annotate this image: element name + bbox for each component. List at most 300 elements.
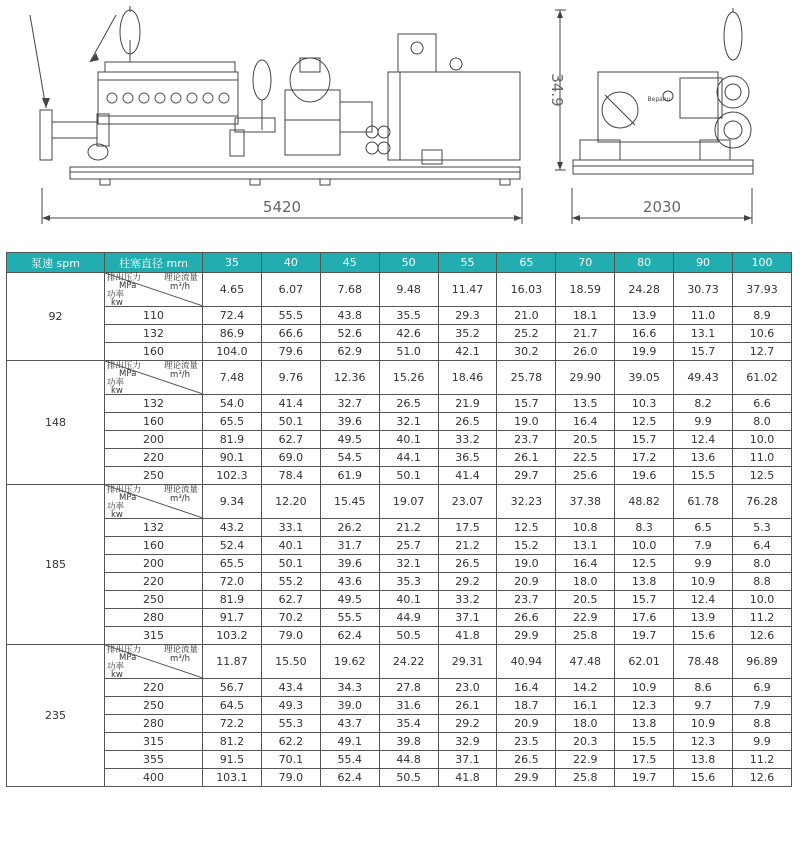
pressure-cell: 55.5 xyxy=(261,307,320,325)
power-cell: 250 xyxy=(105,591,203,609)
spm-cell: 148 xyxy=(7,361,105,485)
pressure-cell: 29.2 xyxy=(438,573,497,591)
corner-power-unit: kw xyxy=(111,670,123,680)
pressure-row xyxy=(7,769,792,787)
pressure-cell: 12.5 xyxy=(733,467,792,485)
pressure-cell: 11.0 xyxy=(674,307,733,325)
pressure-cell: 26.0 xyxy=(556,343,615,361)
power-cell: 160 xyxy=(105,343,203,361)
diameter-cell: 90 xyxy=(674,253,733,273)
pressure-cell: 13.8 xyxy=(615,573,674,591)
diameter-cell: 70 xyxy=(556,253,615,273)
pressure-cell: 8.8 xyxy=(733,573,792,591)
flow-cell: 61.02 xyxy=(733,361,792,395)
flow-cell: 7.48 xyxy=(203,361,262,395)
power-cell: 160 xyxy=(105,413,203,431)
corner-pressure: 排出压力 xyxy=(107,273,142,283)
pressure-cell: 39.8 xyxy=(379,733,438,751)
corner-power-unit: kw xyxy=(111,510,123,520)
pressure-cell: 25.8 xyxy=(556,627,615,645)
pressure-cell: 50.5 xyxy=(379,627,438,645)
spec-table xyxy=(6,252,792,787)
pressure-cell: 5.3 xyxy=(733,519,792,537)
pressure-cell: 70.1 xyxy=(261,751,320,769)
pressure-cell: 50.5 xyxy=(379,769,438,787)
pressure-cell: 20.3 xyxy=(556,733,615,751)
pressure-cell: 22.9 xyxy=(556,751,615,769)
corner-pressure-unit: MPa xyxy=(119,653,137,663)
pressure-cell: 51.0 xyxy=(379,343,438,361)
flow-cell: 61.78 xyxy=(674,485,733,519)
power-cell: 250 xyxy=(105,467,203,485)
pressure-row xyxy=(7,467,792,485)
pressure-cell: 78.4 xyxy=(261,467,320,485)
flow-cell: 11.87 xyxy=(203,645,262,679)
diameter-cell: 80 xyxy=(615,253,674,273)
power-cell: 355 xyxy=(105,751,203,769)
pressure-cell: 16.6 xyxy=(615,325,674,343)
pressure-cell: 42.1 xyxy=(438,343,497,361)
pressure-cell: 39.6 xyxy=(320,413,379,431)
pressure-cell: 10.9 xyxy=(674,715,733,733)
pressure-cell: 27.8 xyxy=(379,679,438,697)
corner-power: 功率 xyxy=(107,502,125,512)
pressure-cell: 22.9 xyxy=(556,609,615,627)
pressure-cell: 21.9 xyxy=(438,395,497,413)
pressure-row xyxy=(7,751,792,769)
pressure-cell: 62.4 xyxy=(320,769,379,787)
corner-power-unit: kw xyxy=(111,298,123,308)
pressure-cell: 54.0 xyxy=(203,395,262,413)
pressure-cell: 32.1 xyxy=(379,555,438,573)
pressure-cell: 18.7 xyxy=(497,697,556,715)
pressure-cell: 22.5 xyxy=(556,449,615,467)
pressure-cell: 52.4 xyxy=(203,537,262,555)
pressure-cell: 72.0 xyxy=(203,573,262,591)
pressure-cell: 19.7 xyxy=(615,769,674,787)
pressure-cell: 6.4 xyxy=(733,537,792,555)
pressure-row xyxy=(7,679,792,697)
pressure-cell: 41.4 xyxy=(438,467,497,485)
pressure-cell: 15.5 xyxy=(674,467,733,485)
pressure-cell: 7.9 xyxy=(733,697,792,715)
pressure-cell: 69.0 xyxy=(261,449,320,467)
flow-cell: 37.38 xyxy=(556,485,615,519)
diameter-cell: 35 xyxy=(203,253,262,273)
power-cell: 132 xyxy=(105,325,203,343)
corner-power-unit: kw xyxy=(111,386,123,396)
pressure-cell: 13.6 xyxy=(674,449,733,467)
power-cell: 132 xyxy=(105,519,203,537)
pressure-row xyxy=(7,715,792,733)
power-cell: 220 xyxy=(105,573,203,591)
flow-cell: 18.46 xyxy=(438,361,497,395)
power-cell: 160 xyxy=(105,537,203,555)
flow-cell: 9.76 xyxy=(261,361,320,395)
flow-cell: 15.26 xyxy=(379,361,438,395)
pressure-cell: 65.5 xyxy=(203,413,262,431)
pressure-cell: 49.5 xyxy=(320,591,379,609)
pressure-cell: 12.7 xyxy=(733,343,792,361)
pressure-cell: 43.6 xyxy=(320,573,379,591)
pressure-cell: 37.1 xyxy=(438,751,497,769)
pressure-row xyxy=(7,697,792,715)
spm-cell: 185 xyxy=(7,485,105,645)
flow-cell: 47.48 xyxy=(556,645,615,679)
pressure-cell: 36.5 xyxy=(438,449,497,467)
pressure-cell: 23.7 xyxy=(497,591,556,609)
power-cell: 400 xyxy=(105,769,203,787)
pressure-cell: 35.4 xyxy=(379,715,438,733)
pressure-row xyxy=(7,413,792,431)
pressure-cell: 50.1 xyxy=(379,467,438,485)
power-cell: 315 xyxy=(105,627,203,645)
pressure-cell: 19.0 xyxy=(497,413,556,431)
pressure-cell: 26.6 xyxy=(497,609,556,627)
pressure-row xyxy=(7,449,792,467)
pressure-cell: 26.1 xyxy=(438,697,497,715)
pressure-cell: 35.2 xyxy=(438,325,497,343)
pressure-cell: 29.9 xyxy=(497,627,556,645)
spm-cell: 92 xyxy=(7,273,105,361)
pressure-cell: 8.9 xyxy=(733,307,792,325)
pressure-cell: 103.1 xyxy=(203,769,262,787)
pressure-cell: 12.6 xyxy=(733,769,792,787)
header-spm: 泵速 spm xyxy=(7,253,105,273)
pressure-row xyxy=(7,395,792,413)
pressure-cell: 62.2 xyxy=(261,733,320,751)
pressure-cell: 21.2 xyxy=(379,519,438,537)
pressure-cell: 55.3 xyxy=(261,715,320,733)
pressure-cell: 16.4 xyxy=(556,413,615,431)
flow-cell: 62.01 xyxy=(615,645,674,679)
flow-cell: 32.23 xyxy=(497,485,556,519)
diameter-cell: 65 xyxy=(497,253,556,273)
pressure-cell: 79.6 xyxy=(261,343,320,361)
pressure-cell: 11.2 xyxy=(733,751,792,769)
corner-header-cell xyxy=(105,273,203,307)
pressure-cell: 6.9 xyxy=(733,679,792,697)
flow-cell: 40.94 xyxy=(497,645,556,679)
diameter-cell: 100 xyxy=(733,253,792,273)
pressure-cell: 12.3 xyxy=(674,733,733,751)
pressure-cell: 61.9 xyxy=(320,467,379,485)
power-cell: 200 xyxy=(105,431,203,449)
pressure-cell: 18.0 xyxy=(556,715,615,733)
pressure-cell: 12.4 xyxy=(674,431,733,449)
pressure-cell: 8.8 xyxy=(733,715,792,733)
pressure-cell: 10.0 xyxy=(733,431,792,449)
dim-height-label: 34.9 xyxy=(548,73,566,107)
pressure-row xyxy=(7,431,792,449)
pressure-row xyxy=(7,555,792,573)
pressure-cell: 55.5 xyxy=(320,609,379,627)
pressure-cell: 26.2 xyxy=(320,519,379,537)
spm-cell: 235 xyxy=(7,645,105,787)
corner-power: 功率 xyxy=(107,378,125,388)
pressure-cell: 19.6 xyxy=(615,467,674,485)
pressure-cell: 26.5 xyxy=(379,395,438,413)
pressure-cell: 18.0 xyxy=(556,573,615,591)
pressure-cell: 56.7 xyxy=(203,679,262,697)
pressure-cell: 10.3 xyxy=(615,395,674,413)
pressure-cell: 19.7 xyxy=(615,627,674,645)
power-cell: 250 xyxy=(105,697,203,715)
pressure-cell: 12.5 xyxy=(615,413,674,431)
pressure-cell: 23.5 xyxy=(497,733,556,751)
pressure-cell: 8.6 xyxy=(674,679,733,697)
flow-row xyxy=(7,361,792,395)
pressure-cell: 15.6 xyxy=(674,769,733,787)
power-cell: 110 xyxy=(105,307,203,325)
flow-cell: 29.31 xyxy=(438,645,497,679)
pressure-cell: 32.9 xyxy=(438,733,497,751)
dim-width-label: 2030 xyxy=(642,198,682,216)
pressure-cell: 7.9 xyxy=(674,537,733,555)
flow-cell: 23.07 xyxy=(438,485,497,519)
pressure-row xyxy=(7,343,792,361)
pressure-cell: 62.4 xyxy=(320,627,379,645)
pressure-cell: 35.5 xyxy=(379,307,438,325)
power-cell: 220 xyxy=(105,679,203,697)
pressure-cell: 26.5 xyxy=(438,413,497,431)
corner-flow: 理论流量 xyxy=(163,273,198,283)
pressure-cell: 17.5 xyxy=(615,751,674,769)
pressure-cell: 15.7 xyxy=(615,431,674,449)
corner-flow: 理论流量 xyxy=(163,361,198,371)
pressure-cell: 39.0 xyxy=(320,697,379,715)
corner-flow-unit: m³/h xyxy=(170,654,190,664)
flow-cell: 15.45 xyxy=(320,485,379,519)
pressure-cell: 15.7 xyxy=(674,343,733,361)
pressure-cell: 31.7 xyxy=(320,537,379,555)
corner-power: 功率 xyxy=(107,290,125,300)
pressure-cell: 33.1 xyxy=(261,519,320,537)
pressure-cell: 17.2 xyxy=(615,449,674,467)
pressure-cell: 16.4 xyxy=(556,555,615,573)
pressure-cell: 32.7 xyxy=(320,395,379,413)
flow-cell: 76.28 xyxy=(733,485,792,519)
corner-header-cell xyxy=(105,645,203,679)
dim-length-label: 5420 xyxy=(262,198,302,216)
flow-cell: 39.05 xyxy=(615,361,674,395)
flow-cell: 19.62 xyxy=(320,645,379,679)
pressure-cell: 25.6 xyxy=(556,467,615,485)
pressure-cell: 32.1 xyxy=(379,413,438,431)
flow-cell: 4.65 xyxy=(203,273,262,307)
pressure-cell: 9.9 xyxy=(674,413,733,431)
pressure-cell: 11.2 xyxy=(733,609,792,627)
pressure-cell: 10.9 xyxy=(674,573,733,591)
pressure-cell: 12.5 xyxy=(497,519,556,537)
power-cell: 280 xyxy=(105,715,203,733)
pressure-cell: 41.8 xyxy=(438,627,497,645)
pressure-cell: 91.5 xyxy=(203,751,262,769)
pressure-cell: 9.7 xyxy=(674,697,733,715)
flow-cell: 78.48 xyxy=(674,645,733,679)
pressure-cell: 15.5 xyxy=(615,733,674,751)
pressure-cell: 29.7 xyxy=(497,467,556,485)
pressure-cell: 15.6 xyxy=(674,627,733,645)
pressure-cell: 81.2 xyxy=(203,733,262,751)
pressure-row xyxy=(7,325,792,343)
pressure-cell: 16.1 xyxy=(556,697,615,715)
pressure-cell: 12.6 xyxy=(733,627,792,645)
pressure-row xyxy=(7,573,792,591)
flow-cell: 6.07 xyxy=(261,273,320,307)
pressure-cell: 25.2 xyxy=(497,325,556,343)
flow-row xyxy=(7,485,792,519)
pressure-cell: 29.3 xyxy=(438,307,497,325)
brand-label: Bepanu xyxy=(647,96,671,103)
flow-cell: 18.59 xyxy=(556,273,615,307)
flow-cell: 15.50 xyxy=(261,645,320,679)
flow-cell: 25.78 xyxy=(497,361,556,395)
pressure-cell: 9.9 xyxy=(674,555,733,573)
pressure-cell: 55.4 xyxy=(320,751,379,769)
pressure-cell: 54.5 xyxy=(320,449,379,467)
pressure-cell: 64.5 xyxy=(203,697,262,715)
corner-flow: 理论流量 xyxy=(163,645,198,655)
pressure-cell: 13.8 xyxy=(615,715,674,733)
corner-pressure-unit: MPa xyxy=(119,493,137,503)
pressure-cell: 13.5 xyxy=(556,395,615,413)
pressure-cell: 104.0 xyxy=(203,343,262,361)
pressure-cell: 13.1 xyxy=(556,537,615,555)
flow-cell: 7.68 xyxy=(320,273,379,307)
pressure-cell: 55.2 xyxy=(261,573,320,591)
pressure-cell: 12.3 xyxy=(615,697,674,715)
pressure-cell: 17.5 xyxy=(438,519,497,537)
pressure-cell: 26.5 xyxy=(438,555,497,573)
pressure-cell: 19.9 xyxy=(615,343,674,361)
pressure-cell: 81.9 xyxy=(203,431,262,449)
corner-flow-unit: m³/h xyxy=(170,370,190,380)
corner-flow-unit: m³/h xyxy=(170,282,190,292)
corner-pressure: 排出压力 xyxy=(107,485,142,495)
pressure-cell: 79.0 xyxy=(261,769,320,787)
corner-power: 功率 xyxy=(107,662,125,672)
pump-drawing xyxy=(0,0,800,240)
header-row xyxy=(7,253,792,273)
pressure-cell: 8.2 xyxy=(674,395,733,413)
pressure-cell: 102.3 xyxy=(203,467,262,485)
pressure-row xyxy=(7,733,792,751)
pressure-cell: 21.7 xyxy=(556,325,615,343)
diameter-cell: 40 xyxy=(261,253,320,273)
pressure-cell: 40.1 xyxy=(379,591,438,609)
pressure-cell: 43.8 xyxy=(320,307,379,325)
pressure-cell: 81.9 xyxy=(203,591,262,609)
corner-header-cell xyxy=(105,361,203,395)
flow-cell: 24.28 xyxy=(615,273,674,307)
pressure-cell: 65.5 xyxy=(203,555,262,573)
pressure-cell: 8.0 xyxy=(733,555,792,573)
pressure-cell: 41.8 xyxy=(438,769,497,787)
diameter-cell: 45 xyxy=(320,253,379,273)
pressure-cell: 62.9 xyxy=(320,343,379,361)
flow-cell: 9.34 xyxy=(203,485,262,519)
pressure-cell: 20.9 xyxy=(497,715,556,733)
pressure-cell: 13.9 xyxy=(674,609,733,627)
pressure-cell: 79.0 xyxy=(261,627,320,645)
pressure-cell: 15.7 xyxy=(615,591,674,609)
pressure-cell: 6.5 xyxy=(674,519,733,537)
spec-table-body xyxy=(7,273,792,787)
flow-cell: 30.73 xyxy=(674,273,733,307)
pressure-cell: 21.0 xyxy=(497,307,556,325)
pressure-cell: 12.5 xyxy=(615,555,674,573)
pressure-cell: 8.3 xyxy=(615,519,674,537)
pressure-row xyxy=(7,591,792,609)
pressure-row xyxy=(7,609,792,627)
pressure-cell: 40.1 xyxy=(379,431,438,449)
pressure-cell: 10.6 xyxy=(733,325,792,343)
pressure-cell: 90.1 xyxy=(203,449,262,467)
pressure-cell: 6.6 xyxy=(733,395,792,413)
pressure-cell: 43.7 xyxy=(320,715,379,733)
pressure-cell: 26.1 xyxy=(497,449,556,467)
pressure-cell: 86.9 xyxy=(203,325,262,343)
pressure-cell: 8.0 xyxy=(733,413,792,431)
power-cell: 220 xyxy=(105,449,203,467)
pressure-row xyxy=(7,537,792,555)
pressure-cell: 49.5 xyxy=(320,431,379,449)
pressure-cell: 23.0 xyxy=(438,679,497,697)
pressure-cell: 19.0 xyxy=(497,555,556,573)
flow-cell: 24.22 xyxy=(379,645,438,679)
pressure-cell: 49.3 xyxy=(261,697,320,715)
pressure-cell: 44.9 xyxy=(379,609,438,627)
diameter-cell: 50 xyxy=(379,253,438,273)
pressure-cell: 20.9 xyxy=(497,573,556,591)
flow-cell: 16.03 xyxy=(497,273,556,307)
pressure-cell: 49.1 xyxy=(320,733,379,751)
flow-cell: 11.47 xyxy=(438,273,497,307)
pressure-cell: 37.1 xyxy=(438,609,497,627)
pressure-cell: 33.2 xyxy=(438,431,497,449)
pressure-cell: 72.2 xyxy=(203,715,262,733)
pressure-cell: 12.4 xyxy=(674,591,733,609)
corner-pressure-unit: MPa xyxy=(119,369,137,379)
flow-cell: 29.90 xyxy=(556,361,615,395)
pressure-cell: 14.2 xyxy=(556,679,615,697)
pressure-cell: 10.0 xyxy=(615,537,674,555)
pressure-cell: 62.7 xyxy=(261,591,320,609)
pressure-cell: 29.9 xyxy=(497,769,556,787)
corner-pressure-unit: MPa xyxy=(119,281,137,291)
power-cell: 132 xyxy=(105,395,203,413)
flow-cell: 19.07 xyxy=(379,485,438,519)
pressure-cell: 17.6 xyxy=(615,609,674,627)
flow-cell: 48.82 xyxy=(615,485,674,519)
pressure-cell: 43.2 xyxy=(203,519,262,537)
pressure-cell: 72.4 xyxy=(203,307,262,325)
pressure-cell: 23.7 xyxy=(497,431,556,449)
pressure-cell: 25.7 xyxy=(379,537,438,555)
pressure-cell: 62.7 xyxy=(261,431,320,449)
flow-cell: 37.93 xyxy=(733,273,792,307)
pressure-cell: 13.8 xyxy=(674,751,733,769)
pressure-cell: 15.7 xyxy=(497,395,556,413)
header-diameter: 柱塞直径 mm xyxy=(105,253,203,273)
pressure-cell: 11.0 xyxy=(733,449,792,467)
pressure-row xyxy=(7,307,792,325)
pressure-cell: 9.9 xyxy=(733,733,792,751)
flow-row xyxy=(7,645,792,679)
diameter-cell: 55 xyxy=(438,253,497,273)
pressure-cell: 18.1 xyxy=(556,307,615,325)
